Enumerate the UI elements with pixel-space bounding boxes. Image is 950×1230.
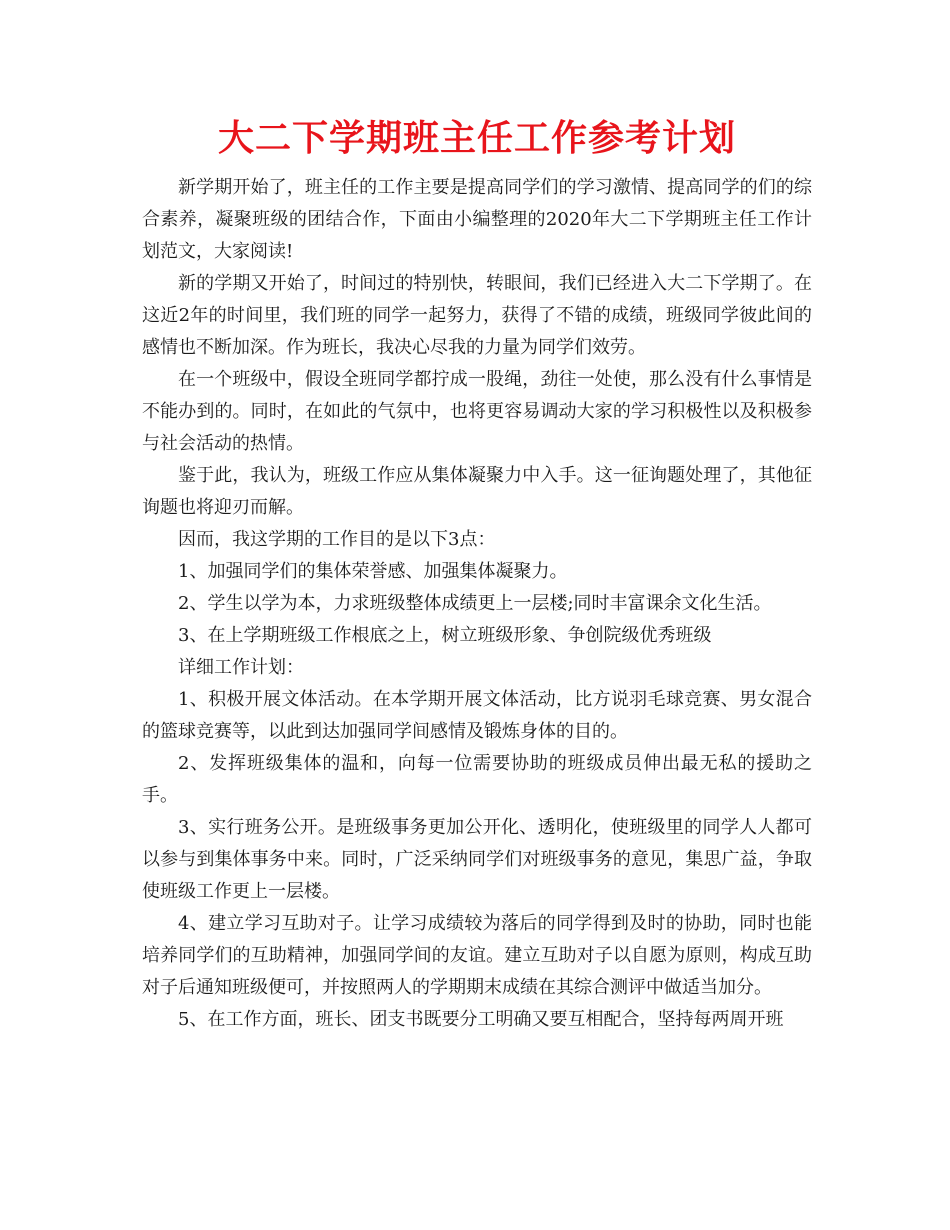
- goals-heading: 因而，我这学期的工作目的是以下3点：: [178, 529, 496, 550]
- plan-heading: 详细工作计划：: [178, 657, 304, 678]
- paragraph-background: 新的学期又开始了，时间过的特别快，转眼间，我们已经进入大二下学期了。在这近2年的时间里，我们班的同学一起努力，获得了不错的成绩，班级同学彼此间的感情也不断加深。作为班长，我决心尽我的力量为同学们效劳。: [142, 273, 812, 358]
- document-body: [142, 172, 812, 1036]
- plan-item-2: 2、发挥班级集体的温和，向每一位需要协助的班级成员伸出最无私的援助之手。: [142, 753, 812, 806]
- paragraph-conclusion: 鉴于此，我认为，班级工作应从集体凝聚力中入手。这一征询题处理了，其他征询题也将迎刃而解。: [142, 465, 812, 518]
- plan-item-1: 1、积极开展文体活动。在本学期开展文体活动，比方说羽毛球竞赛、男女混合的篮球竞赛等，以此到达加强同学间感情及锻炼身体的目的。: [142, 689, 812, 742]
- goal-item-3: 3、在上学期班级工作根底之上，树立班级形象、争创院级优秀班级: [178, 625, 712, 646]
- goal-item-1: 1、加强同学们的集体荣誉感、加强集体凝聚力。: [178, 561, 568, 582]
- paragraph-unity: 在一个班级中，假设全班同学都拧成一股绳，劲往一处使，那么没有什么事情是不能办到的。同时，在如此的气氛中，也将更容易调动大家的学习积极性以及积极参与社会活动的热情。: [142, 369, 812, 454]
- plan-item-4: 4、建立学习互助对子。让学习成绩较为落后的同学得到及时的协助，同时也能培养同学们的互助精神，加强同学间的友谊。建立互助对子以自愿为原则，构成互助对子后通知班级便可，并按照两人的学期期末成绩在其综合测评中做适当加分。: [142, 913, 812, 998]
- paragraph-intro: 新学期开始了，班主任的工作主要是提高同学们的学习激情、提高同学的们的综合素养，凝聚班级的团结合作，下面由小编整理的2020年大二下学期班主任工作计划范文，大家阅读!: [142, 177, 812, 262]
- plan-item-5: 5、在工作方面，班长、团支书既要分工明确又要互相配合，坚持每两周开班: [178, 1009, 784, 1030]
- plan-item-3: 3、实行班务公开。是班级事务更加公开化、透明化，使班级里的同学人人都可以参与到集体事务中来。同时，广泛采纳同学们对班级事务的意见，集思广益，争取使班级工作更上一层楼。: [142, 817, 812, 902]
- goal-item-2: 2、学生以学为本，力求班级整体成绩更上一层楼;同时丰富课余文化生活。: [178, 593, 772, 614]
- document-title: 大二下学期班主任工作参考计划: [217, 118, 736, 159]
- document-page: [142, 112, 812, 1036]
